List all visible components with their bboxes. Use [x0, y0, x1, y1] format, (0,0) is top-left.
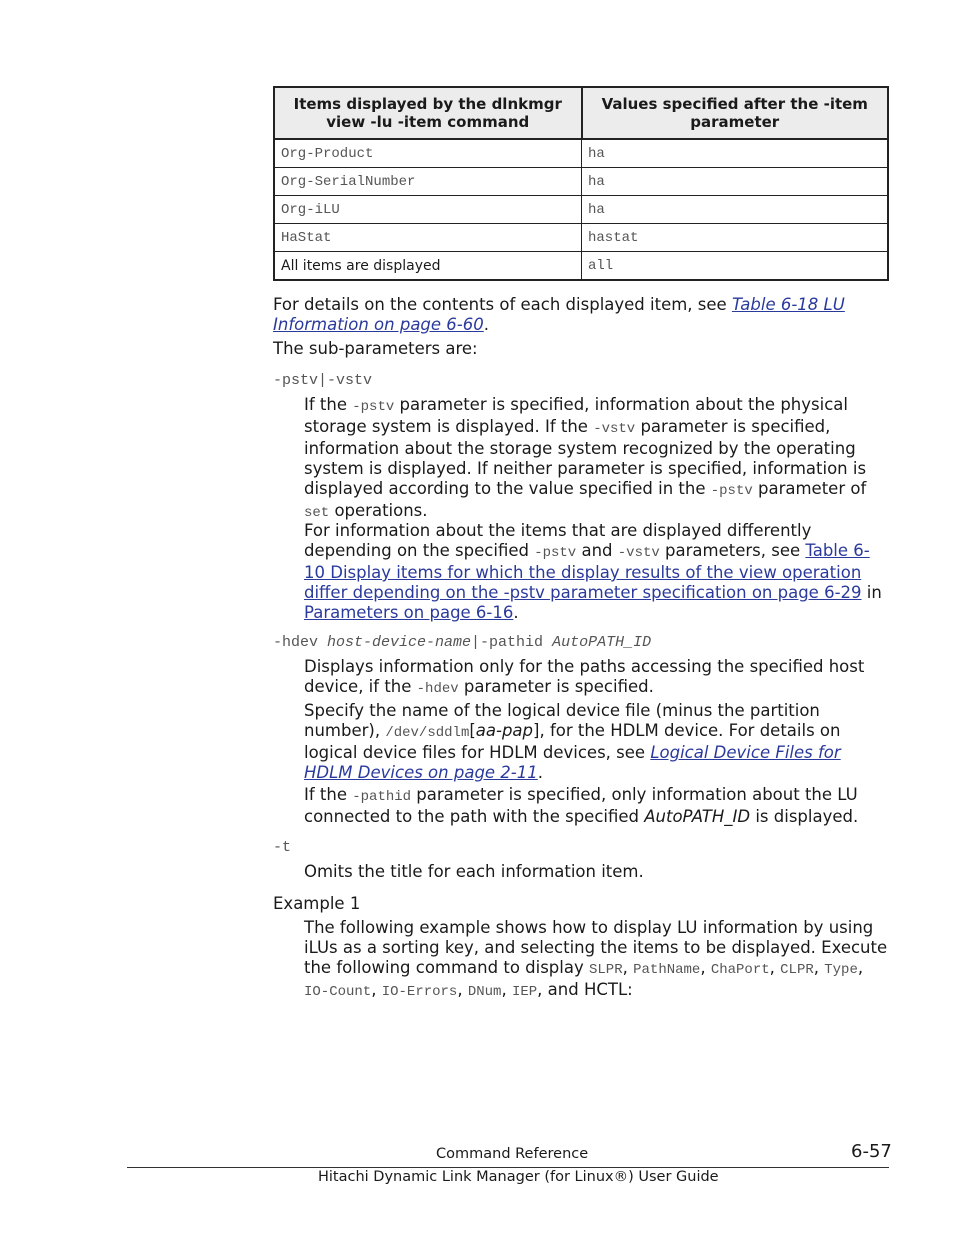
table-cell-item: HaStat	[274, 224, 582, 252]
table-header-items: Items displayed by the dlnkmgr view -lu -item command	[274, 87, 582, 139]
hdev-term: -hdev host-device-name|-pathid AutoPATH_ID	[273, 634, 652, 651]
footer-divider	[127, 1167, 889, 1168]
table-cell-value: ha	[582, 196, 889, 224]
sub-params-intro: The sub-parameters are:	[273, 339, 478, 358]
pathid-description: If the -pathid parameter is specified, only information about the LU connected to the path with the specified AutoPATH_ID is displayed.	[304, 785, 859, 826]
t-term: -t	[273, 839, 292, 856]
example-description: The following example shows how to display LU information by using iLUs as a sorting key, and selecting the items to be displayed. Execute the following command to display SLPR, PathName, ChaPort, CLPR, Type, IO-Count, IO-Errors, DNum, IEP, and HCTL:	[304, 918, 888, 1000]
table-cell-value: ha	[582, 139, 889, 168]
table-cell-value: ha	[582, 168, 889, 196]
items-table	[273, 86, 889, 281]
pstv-display-items-note: For information about the items that are displayed differently depending on the specified -pstv and -vstv parameters, see Table 6-10 Display items for which the display results of the view operation differ depending on the -pstv parameter specification on page 6-29 in Parameters on page 6-16.	[304, 521, 882, 622]
table-cell-value: hastat	[582, 224, 889, 252]
table-6-10-link[interactable]: Table 6-10 Display items for which the display results of the view operation differ depending on the -pstv parameter specification on page 6-29	[304, 541, 870, 602]
table-6-18-link[interactable]: Table 6-18 LU Information on page 6-60	[273, 295, 845, 334]
parameters-link[interactable]: Parameters on page 6-16	[304, 603, 514, 622]
table-row	[274, 168, 888, 196]
table-header-row	[274, 87, 888, 139]
table-row	[274, 224, 888, 252]
hdev-device-file-note: Specify the name of the logical device file (minus the partition number), /dev/sddlm[aa-pap], for the HDLM device. For details on logical device files for HDLM devices, see Logical Device Files for HDLM Devices on page 2-11.	[304, 701, 841, 782]
t-description: Omits the title for each information item.	[304, 862, 644, 881]
table-cell-item: Org-iLU	[274, 196, 582, 224]
details-paragraph: For details on the contents of each displayed item, see Table 6-18 LU Information on page 6-60.	[273, 295, 845, 334]
table-row	[274, 139, 888, 168]
pstv-term: -pstv|-vstv	[273, 372, 373, 389]
footer-section-title: Command Reference	[436, 1146, 589, 1162]
table-header-values: Values specified after the -item parameter	[582, 87, 889, 139]
footer-guide-title: Hitachi Dynamic Link Manager (for Linux®) User Guide	[318, 1169, 719, 1185]
table-cell-item: All items are displayed	[274, 252, 582, 281]
pstv-description: If the -pstv parameter is specified, information about the physical storage system is displayed. If the -vstv parameter is specified, information about the storage system recognized by the operating system is displayed. If neither parameter is specified, information is displayed according to the value specified in the -pstv parameter of set operations.	[304, 395, 867, 521]
logical-device-files-link[interactable]: Logical Device Files for HDLM Devices on page 2-11	[304, 743, 841, 782]
table-row	[274, 196, 888, 224]
table-cell-item: Org-SerialNumber	[274, 168, 582, 196]
table-cell-item: Org-Product	[274, 139, 582, 168]
hdev-description: Displays information only for the paths accessing the specified host device, if the -hdev parameter is specified.	[304, 657, 865, 697]
table-row	[274, 252, 888, 281]
example-title: Example 1	[273, 894, 361, 913]
page-number: 6-57	[851, 1141, 892, 1162]
table-cell-value: all	[582, 252, 889, 281]
